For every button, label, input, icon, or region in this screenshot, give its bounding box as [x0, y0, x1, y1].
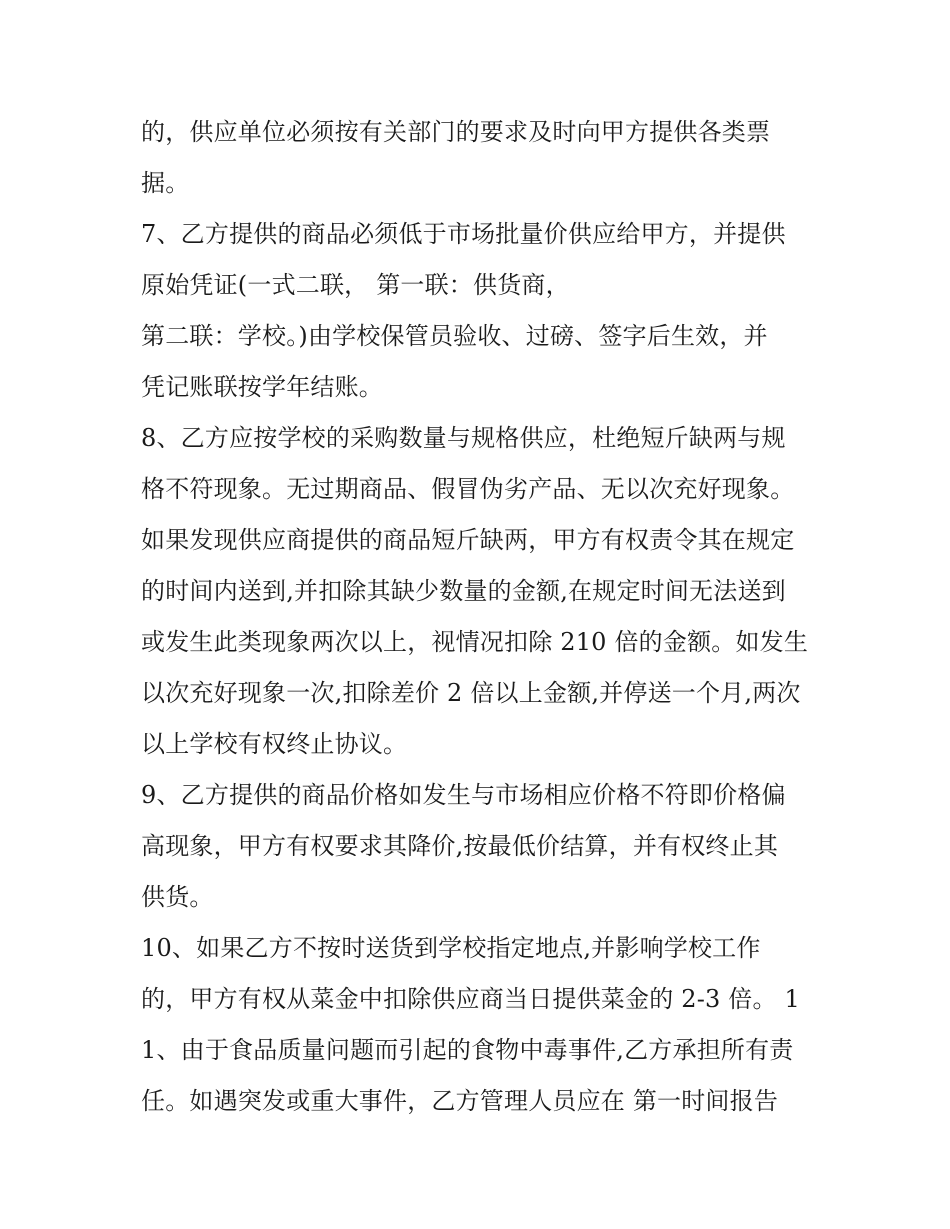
text-line: 8、乙方应按学校的采购数量与规格供应，杜绝短斤缺两与规 — [141, 424, 786, 452]
text-line: 供货。 — [141, 883, 214, 911]
text-line: 1、由于食品质量问题而引起的食物中毒事件,乙方承担所有责 — [141, 1036, 794, 1064]
text-line: 10、如果乙方不按时送货到学校指定地点,并影响学校工作 — [141, 934, 761, 962]
text-line: 格不符现象。无过期商品、假冒伪劣产品、无以次充好现象。 — [141, 475, 795, 503]
text-line: 7、乙方提供的商品必须低于市场批量价供应给甲方，并提供 — [141, 220, 786, 248]
text-line: 以次充好现象一次,扣除差价 2 倍以上金额,并停送一个月,两次 — [141, 679, 801, 707]
text-line: 高现象，甲方有权要求其降价,按最低价结算，并有权终止其 — [141, 832, 779, 860]
text-line: 凭记账联按学年结账。 — [141, 373, 383, 401]
text-line: 的，供应单位必须按有关部门的要求及时向甲方提供各类票 — [141, 118, 771, 146]
text-line: 9、乙方提供的商品价格如发生与市场相应价格不符即价格偏 — [141, 781, 786, 809]
text-line: 据。 — [141, 169, 190, 197]
text-line: 原始凭证(一式二联， 第一联：供货商， — [141, 271, 570, 299]
text-line: 以上学校有权终止协议。 — [141, 730, 408, 758]
text-line: 第二联：学校。)由学校保管员验收、过磅、签字后生效，并 — [141, 322, 768, 350]
text-line: 任。如遇突发或重大事件，乙方管理人员应在 第一时间报告 — [141, 1087, 779, 1115]
text-line: 的时间内送到,并扣除其缺少数量的金额,在规定时间无法送到 — [141, 577, 786, 605]
text-line: 如果发现供应商提供的商品短斤缺两，甲方有权责令其在规定 — [141, 526, 795, 554]
text-line: 的，甲方有权从菜金中扣除供应商当日提供菜金的 2-3 倍。 1 — [141, 985, 801, 1013]
document-body — [141, 107, 831, 1127]
text-line: 或发生此类现象两次以上，视情况扣除 210 倍的金额。如发生 — [141, 628, 809, 656]
